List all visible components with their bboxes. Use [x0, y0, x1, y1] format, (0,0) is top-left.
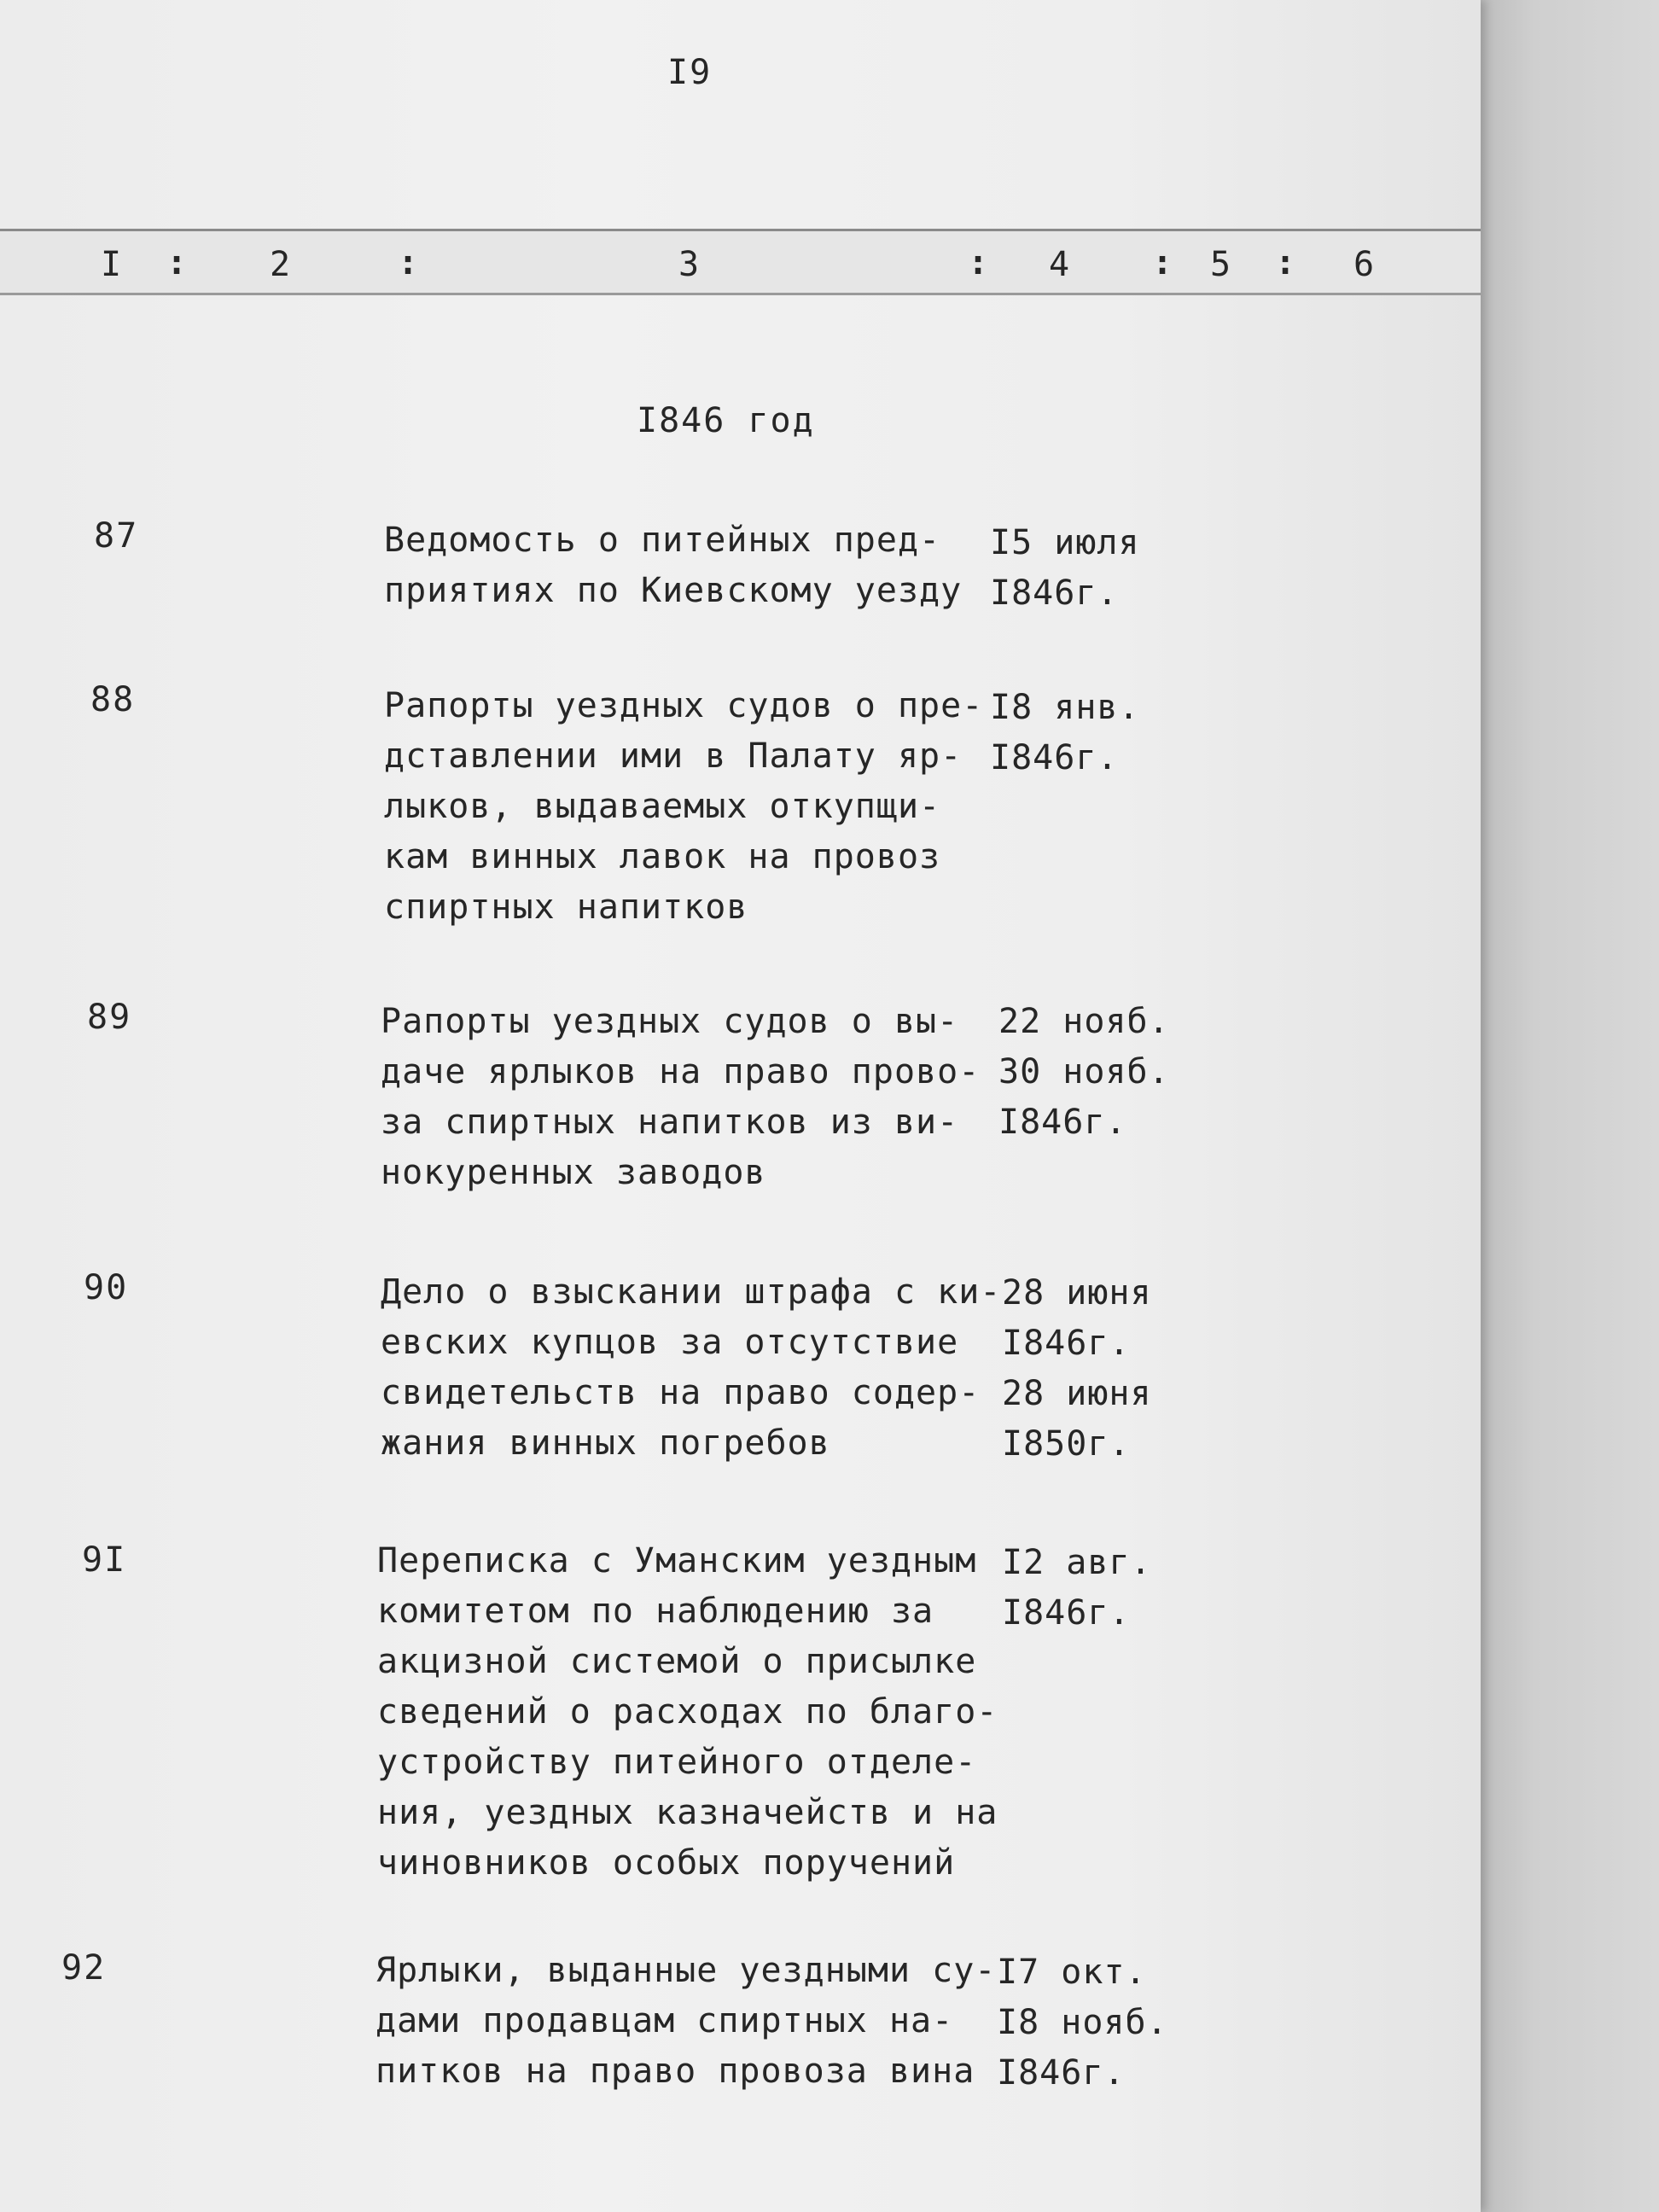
description-line: свидетельств на право содер- — [381, 1373, 981, 1412]
entry-number: 9I — [82, 1540, 127, 1580]
date-line: I846г. — [1002, 1324, 1131, 1363]
date-line: I8 янв. — [990, 688, 1140, 727]
date-line: 22 нояб. — [998, 1002, 1170, 1041]
description-line: за спиртных напитков из ви- — [381, 1103, 959, 1142]
date-line: I8 нояб. — [997, 2003, 1168, 2042]
date-line: I846г. — [990, 738, 1119, 777]
description-line: Дело о взыскании штрафа с ки- — [381, 1272, 1002, 1312]
description-line: Рапорты уездных судов о пре- — [384, 686, 984, 725]
date-line: I846г. — [990, 573, 1119, 613]
column-header-2: 2 — [270, 245, 291, 284]
description-line: кам винных лавок на провоз — [384, 837, 941, 876]
date-line: 28 июня — [1002, 1374, 1152, 1413]
date-line: I7 окт. — [997, 1953, 1147, 1992]
entry-dates — [990, 518, 1140, 619]
entry-dates — [990, 683, 1140, 783]
description-line: ния, уездных казначейств и на — [377, 1793, 998, 1832]
column-header-4: 4 — [1049, 245, 1070, 284]
entry-description — [381, 997, 980, 1198]
description-line: чиновников особых поручений — [377, 1843, 956, 1883]
entry-description — [375, 1946, 996, 2097]
page-number: I9 — [667, 53, 713, 92]
description-line: Ведомость о питейных пред- — [384, 521, 941, 560]
description-line: жания винных погребов — [381, 1423, 830, 1463]
date-line: I846г. — [1002, 1593, 1131, 1633]
column-header-6: 6 — [1353, 245, 1375, 284]
entry-description — [384, 681, 983, 933]
description-line: лыков, выдаваемых откупщи- — [384, 787, 941, 826]
entry-number: 89 — [87, 998, 132, 1037]
entry-dates — [997, 1947, 1168, 2098]
description-line: евских купцов за отсутствие — [381, 1323, 959, 1362]
page-edge-shadow — [1481, 0, 1659, 2212]
description-line: Переписка с Уманским уездным — [377, 1541, 977, 1580]
entry-number: 90 — [84, 1268, 129, 1307]
date-line: I2 авг. — [1002, 1543, 1152, 1582]
date-line: 28 июня — [1002, 1273, 1152, 1313]
description-line: Ярлыки, выданные уездными су- — [375, 1951, 997, 1990]
description-line: даче ярлыков на право прово- — [381, 1052, 981, 1091]
column-separator: : — [1275, 243, 1296, 282]
section-year-title: I846 год — [637, 401, 815, 440]
description-line: питков на право провоза вина — [375, 2052, 975, 2091]
description-line: сведений о расходах по благо- — [377, 1692, 998, 1732]
description-line: спиртных напитков — [384, 888, 748, 927]
column-header-1: I — [101, 245, 122, 284]
description-line: дами продавцам спиртных на- — [375, 2001, 954, 2040]
description-line: дставлении ими в Палату яр- — [384, 736, 963, 776]
description-line: приятиях по Киевскому уезду — [384, 571, 963, 610]
column-separator: : — [166, 243, 188, 282]
description-line: Рапорты уездных судов о вы- — [381, 1002, 959, 1041]
entry-dates — [1002, 1268, 1152, 1470]
description-line: нокуренных заводов — [381, 1153, 766, 1192]
column-header-band — [0, 229, 1481, 295]
entry-dates — [1002, 1538, 1152, 1639]
column-separator: : — [1152, 243, 1173, 282]
description-line: акцизной системой о присылке — [377, 1642, 977, 1681]
entry-number: 88 — [90, 680, 136, 719]
column-header-3: 3 — [678, 245, 700, 284]
date-line: 30 нояб. — [998, 1052, 1170, 1091]
entry-description — [377, 1536, 998, 1889]
description-line: устройству питейного отделе- — [377, 1743, 977, 1782]
date-line: I5 июля — [990, 523, 1140, 562]
entry-dates — [998, 997, 1170, 1148]
column-header-5: 5 — [1210, 245, 1231, 284]
date-line: I846г. — [997, 2053, 1126, 2093]
description-line: комитетом по наблюдению за — [377, 1592, 934, 1631]
entry-number: 87 — [94, 516, 139, 556]
entry-number: 92 — [61, 1948, 107, 1988]
column-separator: : — [398, 243, 419, 282]
column-separator: : — [968, 243, 989, 282]
date-line: I850г. — [1002, 1424, 1131, 1464]
date-line: I846г. — [998, 1103, 1127, 1142]
entry-description — [384, 515, 962, 616]
entry-description — [381, 1267, 1001, 1469]
